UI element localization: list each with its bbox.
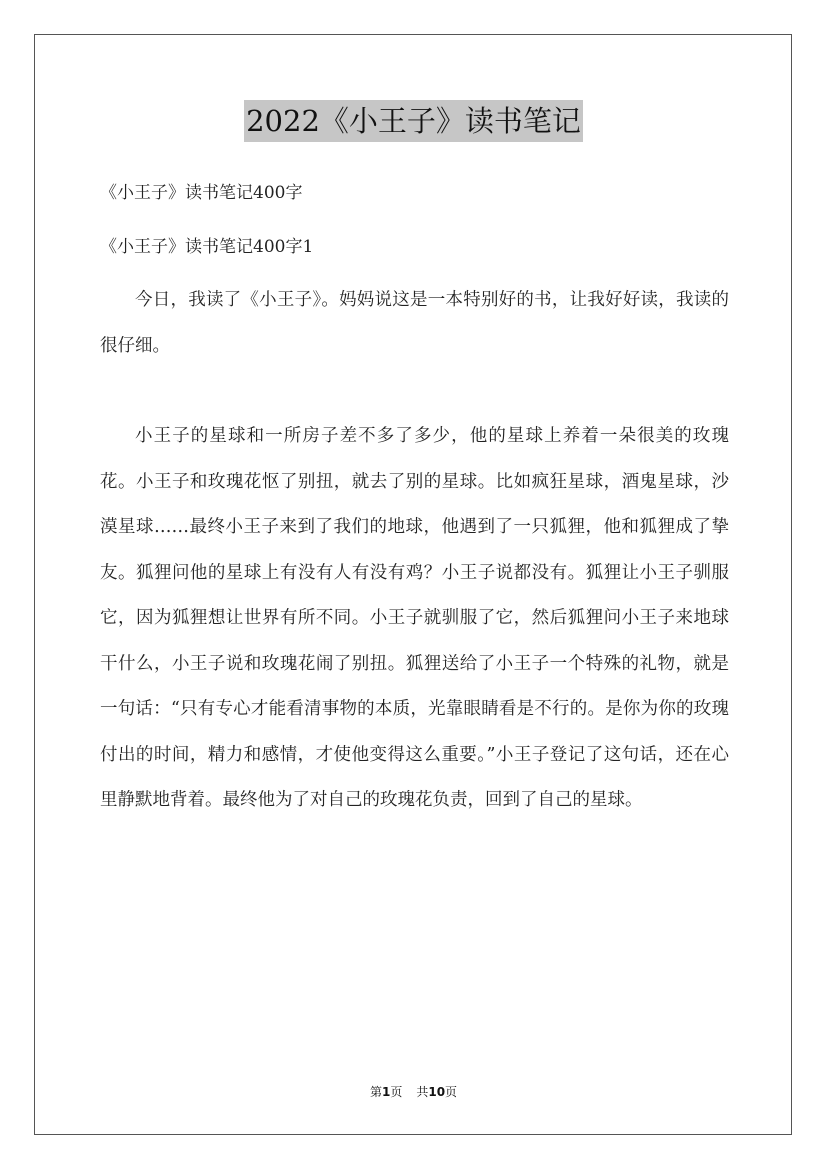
subtitle-2: 《小王子》读书笔记400字1 [100, 237, 314, 257]
paragraph-2: 小王子的星球和一所房子差不多了多少，他的星球上养着一朵很美的玫瑰花。小王子和玫瑰花怄了别扭，就去了别的星球。比如疯狂星球，酒鬼星球，沙漠星球……最终小王子来到了我们的地球，他遇到了一只狐狸，他和狐狸成了挚友。狐狸问他的星球上有没有人有没有鸡？小王子说都没有。狐狸让小王子驯服它，因为狐狸想让世界有所不同。小王子就驯服了它，然后狐狸问小王子来地球干什么，小王子说和玫瑰花闹了别扭。狐狸送给了小王子一个特殊的礼物，就是一句话：“只有专心才能看清事物的本质，光靠眼睛看是不行的。是你为你的玫瑰付出的时间，精力和感情，才使他变得这么重要。”小王子登记了这句话，还在心里静默地背着。最终他为了对自己的玫瑰花负责，回到了自己的星球。 [100, 426, 729, 810]
paragraph-1: 今日，我读了《小王子》。妈妈说这是一本特别好的书，让我好好读，我读的很仔细。 [100, 290, 729, 356]
total-label-prefix: 共 [416, 1085, 429, 1099]
total-label-suffix: 页 [445, 1085, 458, 1099]
document-title: 2022《小王子》读书笔记 [244, 100, 583, 142]
page-label-prefix: 第 [369, 1085, 382, 1099]
subtitle-1: 《小王子》读书笔记400字 [100, 183, 303, 203]
page-label-suffix: 页 [390, 1085, 403, 1099]
title-container [0, 100, 827, 142]
page-footer [0, 1083, 827, 1100]
total-pages: 10 [428, 1085, 446, 1099]
page-number: 1 [381, 1085, 391, 1099]
